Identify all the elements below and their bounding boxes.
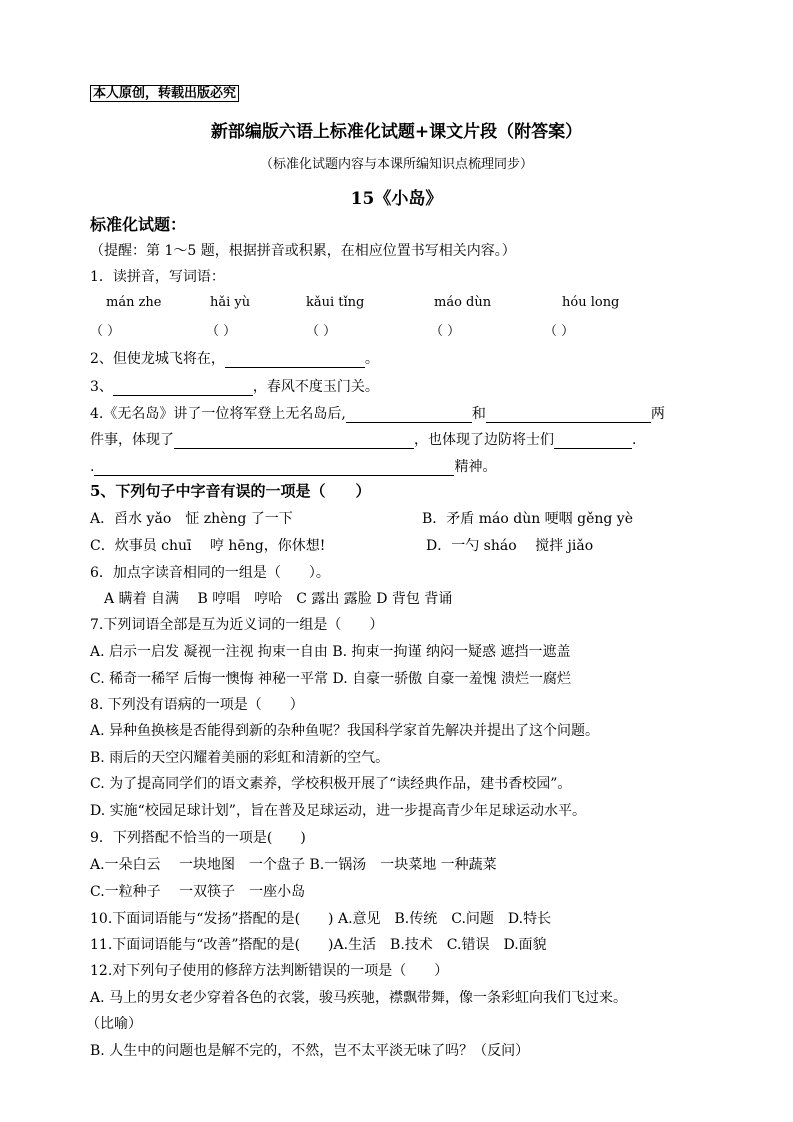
q10-line: 10.下面词语能与“发扬”搭配的是( ) A.意见 B.传统 C.问题 D.特长: [90, 911, 552, 927]
pinyin-item: máo dùn: [434, 295, 492, 310]
answer-blank[interactable]: （ ）: [544, 324, 575, 339]
q7-options-cd: C. 稀奇一稀罕 后悔一懊悔 神秘一平常 D. 自豪一骄傲 自豪一羞愧 溃烂一腐烂: [90, 671, 571, 687]
answer-blank[interactable]: （ ）: [206, 324, 237, 339]
q5-option-b: B．矛盾 máo dùn 哽咽 gěng yè: [422, 511, 634, 527]
q3-prefix: 3、: [90, 379, 113, 395]
q2-prefix: 2、但使龙城飞将在，: [90, 351, 225, 367]
q4-line2: [90, 429, 636, 449]
section-title: 标准化试题：: [90, 215, 187, 234]
q3-blank[interactable]: [113, 381, 253, 396]
q7-options-ab: A. 启示一启发 凝视一注视 拘束一自由 B. 拘束一拘谨 纳闷一疑惑 遮挡一遮盖: [90, 644, 571, 660]
q9-options-line1: A.一朵白云 一块地图 一个盘子 B.一锅汤 一块菜地 一种蔬菜: [90, 857, 497, 873]
q4-blank[interactable]: [94, 461, 454, 476]
q9-prompt: 9．下列搭配不恰当的一项是( ): [90, 830, 306, 846]
q12-option-a: A. 马上的男女老少穿着各色的衣裳，骏马疾驰，襟飘带舞，像一条彩虹向我们飞过来。: [90, 990, 628, 1006]
q4-blank[interactable]: [554, 434, 632, 449]
q3-line: [90, 376, 379, 396]
q8-prompt: 8. 下列没有语病的一项是（ ）: [90, 697, 304, 713]
q4-text: 精神。: [454, 459, 497, 475]
q8-option-b: B. 雨后的天空闪耀着美丽的彩虹和清新的空气。: [90, 750, 390, 766]
q1-prompt: 1．读拼音，写词语：: [90, 269, 225, 285]
q12-option-b: B. 人生中的问题也是解不完的，不然，岂不太平淡无味了吗？（反问）: [90, 1043, 530, 1059]
q4-blank[interactable]: [174, 434, 414, 449]
section-hint: （提醒：第 1～5 题，根据拼音或积累，在相应位置书写相关内容。）: [90, 243, 516, 259]
answer-blank[interactable]: （ ）: [306, 324, 337, 339]
answer-blank[interactable]: （ ）: [90, 324, 121, 339]
pinyin-item: hǎi yù: [210, 295, 251, 310]
q4-line1: [90, 403, 665, 423]
q4-text: 和: [471, 406, 486, 422]
document-subtitle: （标准化试题内容与本课所编知识点梳理同步）: [259, 157, 533, 172]
q6-prompt: 6．加点字读音相同的一组是（ ）。: [90, 565, 330, 581]
pinyin-item: mán zhe: [106, 295, 162, 310]
q5-option-d: D．一勺 sháo 搅拌 jiǎo: [426, 538, 594, 554]
document-title: 新部编版六语上标准化试题+课文片段（附答案）: [210, 122, 583, 142]
q8-option-d: D. 实施“校园足球计划”，旨在普及足球运动，进一步提高青少年足球运动水平。: [90, 803, 586, 819]
q4-text: 4.《无名岛》讲了一位将军登上无名岛后,: [90, 406, 346, 422]
q5-option-a: A．舀水 yǎo 怔 zhèng 了一下: [90, 511, 293, 527]
pinyin-item: kǎui tǐng: [306, 295, 365, 310]
q5-prompt: 5、下列句子中字音有误的一项是（ ）: [90, 482, 371, 500]
q11-line: 11.下面词语能与“改善”搭配的是( )A.生活 B.技术 C.错误 D.面貌: [90, 937, 547, 953]
q6-options: A 瞒着 自满 B 哼唱 哼哈 C 露出 露脸 D 背包 背诵: [104, 591, 453, 607]
q12-prompt: 12.对下列句子使用的修辞方法判断错误的一项是（ ）: [90, 963, 449, 979]
q4-blank[interactable]: [346, 408, 472, 423]
q4-text: ，也体现了边防将士们: [414, 432, 554, 448]
copyright-notice: 本人原创，转载出版必究: [90, 82, 239, 101]
q4-line3: [90, 456, 496, 476]
q7-prompt: 7.下列词语全部是互为近义词的一组是（ ）: [90, 617, 384, 633]
answer-blank[interactable]: （ ）: [430, 324, 461, 339]
q4-blank[interactable]: [486, 408, 651, 423]
q8-option-a: A. 异种鱼换核是否能得到新的杂种鱼呢？我国科学家首先解决并提出了这个问题。: [90, 723, 600, 739]
q4-text: 件事，体现了: [90, 432, 174, 448]
q4-text: .: [90, 459, 95, 475]
q4-text: 两: [650, 406, 665, 422]
q9-options-line2: C.一粒种子 一双筷子 一座小岛: [90, 884, 306, 900]
q8-option-c: C. 为了提高同学们的语文素养，学校积极开展了“读经典作品，建书香校园”。: [90, 776, 572, 792]
q2-blank[interactable]: [225, 353, 365, 368]
q2-line: [90, 348, 379, 368]
lesson-title: 15《小岛》: [350, 189, 443, 209]
pinyin-item: hóu long: [562, 295, 620, 310]
q3-suffix: ，春风不度玉门关。: [252, 379, 379, 395]
q4-text: .: [632, 432, 637, 448]
q5-option-c: C．炊事员 chuī 哼 hēng，你休想!: [90, 538, 326, 554]
q12-option-a-note: （比喻）: [86, 1016, 142, 1032]
q2-suffix: 。: [364, 351, 379, 367]
